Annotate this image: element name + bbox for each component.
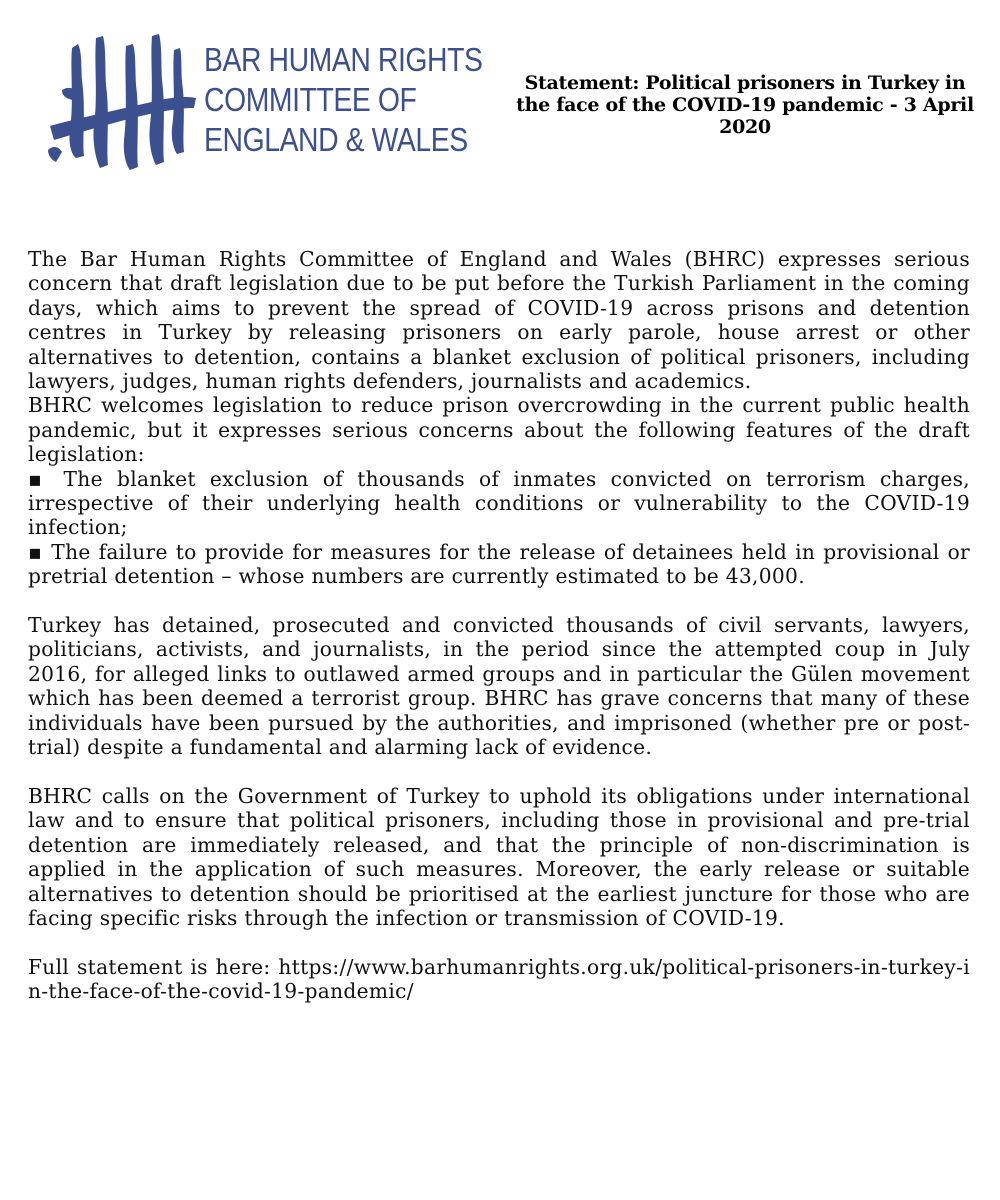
concern-bullet-2: ▪ The failure to provide for measures for the release of detainees held in provisional or pretrial detention – whose numbers are currently estimated to be 43,000.: [28, 539, 970, 589]
intro-paragraph: The Bar Human Rights Committee of England and Wales (BHRC) expresses serious concern that draft legislation due to be put before the Turkish Parliament in the coming days, which aims to prevent the spread of COVID-19 across prisons and detention centres in Turkey by releasing prisoners on early parole, house arrest or other alternatives to detention, contains a blanket exclusion of political prisoners, including lawyers, judges, human rights defenders, journalists and academics.: [28, 247, 970, 394]
logo-line-1: BAR HUMAN RIGHTS: [204, 41, 483, 78]
background-paragraph: Turkey has detained, prosecuted and convicted thousands of civil servants, lawyers, politicians, activists, and journalists, in the period since the attempted coup in July 2016, for alleged links to outlawed armed groups and in particular the Gülen movement which has been deemed a terrorist group. BHRC has grave concerns that many of these individuals have been pursued by the authorities, and imprisoned (whether pre or post-trial) despite a fundamental and alarming lack of evidence.: [28, 613, 970, 760]
concern-bullet-1: ▪ The blanket exclusion of thousands of inmates convicted on terrorism charges, irrespective of their underlying health conditions or vulnerability to the COVID-19 infection;: [28, 466, 970, 540]
logo-line-3: ENGLAND & WALES: [204, 121, 468, 158]
paragraph-spacer: [28, 930, 970, 954]
logo-line-2: COMMITTEE OF: [204, 81, 417, 118]
statement-body: [28, 247, 970, 1004]
statement-title: Statement: Political prisoners in Turkey in the face of the COVID-19 pandemic - 3 April 2020: [516, 72, 974, 138]
paragraph-spacer: [28, 589, 970, 613]
bhrc-logo: [48, 30, 483, 175]
paragraph-spacer: [28, 760, 970, 784]
welcome-paragraph: BHRC welcomes legislation to reduce prison overcrowding in the current public health pandemic, but it expresses serious concerns about the following features of the draft legislation:: [28, 393, 970, 467]
call-to-action-paragraph: BHRC calls on the Government of Turkey to uphold its obligations under international law and to ensure that political prisoners, including those in provisional and pre-trial detention are immediately released, and that the principle of non-discrimination is applied in the application of such measures. Moreover, the early release or suitable alternatives to detention should be prioritised at the earliest juncture for those who are facing specific risks through the infection or transmission of COVID-19.: [28, 783, 970, 930]
full-statement-link-paragraph: Full statement is here: https://www.barhumanrights.org.uk/political-prisoners-in-turkey-in-the-face-of-the-covid-19-pandemic/: [28, 954, 970, 1004]
bhrc-logo-mark-icon: [48, 30, 198, 175]
bhrc-logo-text: [204, 40, 483, 160]
